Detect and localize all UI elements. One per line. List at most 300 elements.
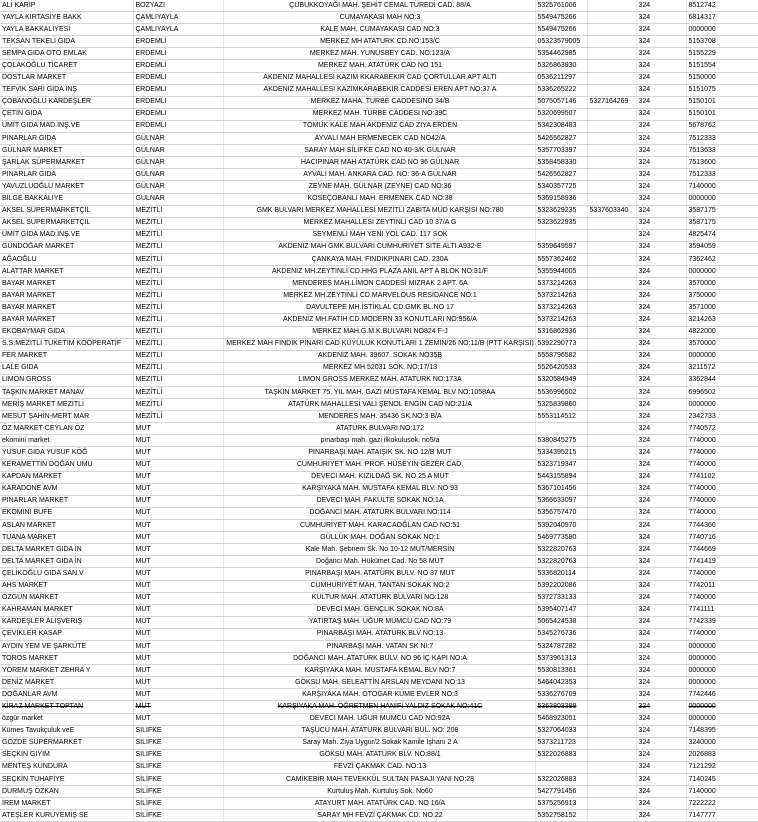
cell-district[interactable]: ERDEMLİ (133, 108, 223, 120)
cell-landline[interactable]: 7740000 (686, 568, 758, 580)
cell-name[interactable]: ASLAN MARKET (0, 520, 133, 532)
cell-district[interactable]: MUT (133, 628, 223, 640)
cell-phone[interactable]: 5342308483 (535, 120, 587, 132)
cell-phone2[interactable] (587, 725, 636, 737)
cell-landline[interactable]: 3362844 (686, 374, 758, 386)
cell-name[interactable]: AKSEL SÜPERMARKETÇİL (0, 205, 133, 217)
cell-landline[interactable]: 7740716 (686, 532, 758, 544)
cell-area-code[interactable]: 324 (636, 60, 686, 72)
cell-name[interactable]: BAYAR MARKET (0, 314, 133, 326)
cell-address[interactable]: GÖKSU MAH. ATATÜRK BLV. NO:88/1 (223, 749, 535, 761)
cell-phone2[interactable] (587, 749, 636, 761)
cell-district[interactable]: MEZİTLİ (133, 411, 223, 423)
cell-district[interactable]: MEZİTLİ (133, 326, 223, 338)
cell-landline[interactable]: 5150101 (686, 108, 758, 120)
cell-phone[interactable]: 5373214263 (535, 314, 587, 326)
cell-area-code[interactable]: 324 (636, 266, 686, 278)
cell-landline[interactable]: 7140000 (686, 786, 758, 798)
cell-name[interactable]: DENİZ MARKET (0, 677, 133, 689)
cell-address[interactable]: TAŞKIN MARKET 75. YIL MAH. GAZİ MUSTAFA KEMAL BLV NO:1058AA (223, 387, 535, 399)
cell-district[interactable]: GÜLNAR (133, 145, 223, 157)
cell-landline[interactable]: 7147777 (686, 810, 758, 822)
cell-address[interactable]: AYVALI MAH ERMENECEK CAD NO42/A (223, 133, 535, 145)
cell-name[interactable]: KARADÖNE AVM (0, 483, 133, 495)
cell-landline[interactable]: 7740000 (686, 483, 758, 495)
cell-name[interactable]: ALİ KARİP (0, 0, 133, 12)
cell-area-code[interactable]: 324 (636, 459, 686, 471)
cell-phone[interactable]: 5322026883 (535, 774, 587, 786)
cell-phone2[interactable]: 5337603340 (587, 205, 636, 217)
cell-district[interactable]: MEZİTLİ (133, 302, 223, 314)
cell-phone[interactable]: 5323719347 (535, 459, 587, 471)
cell-landline[interactable]: 7362462 (686, 253, 758, 265)
cell-address[interactable]: CAMİKEBİR MAH TEVEKKÜL SULTAN PASAJI YANI NO:28 (223, 774, 535, 786)
cell-area-code[interactable]: 324 (636, 12, 686, 24)
cell-name[interactable]: ÖZGÜN MARKET (0, 592, 133, 604)
cell-name[interactable]: TOROS MARKET (0, 653, 133, 665)
cell-landline[interactable]: 4822000 (686, 326, 758, 338)
cell-name[interactable]: ÇETİN GIDA (0, 108, 133, 120)
cell-phone2[interactable] (587, 145, 636, 157)
cell-district[interactable]: MEZİTLİ (133, 229, 223, 241)
cell-phone[interactable] (535, 761, 587, 773)
cell-phone2[interactable] (587, 266, 636, 278)
cell-area-code[interactable]: 324 (636, 471, 686, 483)
cell-phone2[interactable] (587, 713, 636, 725)
cell-name[interactable]: S.S.MEZİTLİ TÜKETİM KOOPERATİF (0, 338, 133, 350)
cell-name[interactable]: ÇEVİKLER KASAP (0, 628, 133, 640)
cell-address[interactable]: KARŞIYAKA MAH. OTOGAR KÜME EVLER NO:3 (223, 689, 535, 701)
cell-phone[interactable]: 5336820114 (535, 568, 587, 580)
cell-phone[interactable]: 5358458330 (535, 157, 587, 169)
cell-address[interactable]: DOĞANCI MAH. ATATÜRK BULVARI NO:114 (223, 507, 535, 519)
cell-name[interactable]: ÇELİKOĞLU GIDA SAN.V (0, 568, 133, 580)
cell-phone[interactable]: 5340357725 (535, 181, 587, 193)
cell-address[interactable]: pınarbaşı mah. gazi ilkokulusok. no5/a (223, 435, 535, 447)
cell-name[interactable]: DOSTLAR MARKET (0, 72, 133, 84)
cell-phone[interactable]: 5336265222 (535, 84, 587, 96)
cell-district[interactable]: BOZYAZI (133, 0, 223, 12)
cell-name[interactable]: BAYAR MARKET (0, 278, 133, 290)
cell-address[interactable]: HACIPINAR MAH ATATÜRK CAD NO 96 GÜLNAR (223, 157, 535, 169)
cell-district[interactable]: MUT (133, 471, 223, 483)
cell-name[interactable]: YAYLA BAKKALİYESİ (0, 24, 133, 36)
cell-address[interactable]: MERKEZ MAH. TÜRBE CADDESİ NO:39C (223, 108, 535, 120)
cell-area-code[interactable]: 324 (636, 133, 686, 145)
cell-address[interactable]: PINARBAŞI MAH. ATATÜRK BLV NO:13 (223, 628, 535, 640)
cell-district[interactable]: MUT (133, 689, 223, 701)
cell-landline[interactable]: 7140245 (686, 774, 758, 786)
cell-phone2[interactable] (587, 278, 636, 290)
cell-phone2[interactable] (587, 761, 636, 773)
cell-address[interactable]: Saray Mah. Ziya Uygur/2 Sokak Kamile İşhanı 2 A (223, 737, 535, 749)
cell-address[interactable]: AKDENİZ MAHALLESİ KAZIM KKARABEKİR CAD ÇORTULLAR APT ALTI (223, 72, 535, 84)
cell-phone[interactable]: 5356757470 (535, 507, 587, 519)
cell-landline[interactable]: 8512742 (686, 0, 758, 12)
cell-district[interactable]: SİLİFKE (133, 761, 223, 773)
cell-landline[interactable]: 7512333 (686, 133, 758, 145)
cell-name[interactable]: YUSUF GIDA YUSUF KÖĞ (0, 447, 133, 459)
cell-area-code[interactable]: 324 (636, 241, 686, 253)
cell-area-code[interactable]: 324 (636, 737, 686, 749)
cell-district[interactable]: MEZİTLİ (133, 253, 223, 265)
cell-address[interactable]: AKDENİZ MH.ZEYTİNLİ CD.HHG PLAZA ANIL APT A BLOK NO:31/F (223, 266, 535, 278)
cell-area-code[interactable]: 324 (636, 205, 686, 217)
cell-area-code[interactable]: 324 (636, 362, 686, 374)
cell-name[interactable]: LALE GIDA (0, 362, 133, 374)
cell-address[interactable]: DOĞANCI MAH. ATATÜRK BULV. NO 96 İÇ KAPI NO:A (223, 653, 535, 665)
cell-district[interactable]: MEZİTLİ (133, 205, 223, 217)
cell-address[interactable]: AYVALI MAH. ANKARA CAD. NO: 36-A GÜLNAR (223, 169, 535, 181)
cell-area-code[interactable]: 324 (636, 483, 686, 495)
cell-area-code[interactable]: 324 (636, 338, 686, 350)
cell-name[interactable]: ÇOLAKOĞLU TİCARET (0, 60, 133, 72)
cell-phone[interactable]: 5363803398 (535, 701, 587, 713)
cell-area-code[interactable]: 324 (636, 677, 686, 689)
cell-address[interactable]: MERKEZ MAH. YUNUSBEY CAD. NO:123/A (223, 48, 535, 60)
cell-phone2[interactable] (587, 108, 636, 120)
cell-phone2[interactable] (587, 604, 636, 616)
cell-phone[interactable]: 5443155894 (535, 471, 587, 483)
cell-name[interactable]: MENTEŞ KUNDURA (0, 761, 133, 773)
cell-landline[interactable]: 0000000 (686, 701, 758, 713)
cell-phone2[interactable] (587, 665, 636, 677)
cell-district[interactable]: ERDEMLİ (133, 48, 223, 60)
cell-address[interactable]: ATATÜRK MAHALLESİ VALİ ŞENOL ENGİN CAD NO:21/A (223, 399, 535, 411)
cell-landline[interactable]: 0000000 (686, 713, 758, 725)
cell-phone2[interactable] (587, 774, 636, 786)
cell-name[interactable]: BİLGE BAKKALİYE (0, 193, 133, 205)
cell-area-code[interactable]: 324 (636, 423, 686, 435)
cell-phone[interactable]: 5320699507 (535, 108, 587, 120)
cell-name[interactable]: SEÇKİN GİYİM (0, 749, 133, 761)
cell-district[interactable]: MUT (133, 544, 223, 556)
cell-name[interactable]: TEFVİK SARI GIDA İNŞ (0, 84, 133, 96)
cell-phone2[interactable] (587, 253, 636, 265)
cell-phone[interactable]: 5469773580 (535, 532, 587, 544)
cell-area-code[interactable]: 324 (636, 507, 686, 519)
cell-phone2[interactable] (587, 169, 636, 181)
cell-district[interactable]: MEZİTLİ (133, 387, 223, 399)
cell-phone[interactable]: 5372733133 (535, 592, 587, 604)
cell-phone2[interactable] (587, 399, 636, 411)
cell-landline[interactable]: 0000000 (686, 24, 758, 36)
cell-address[interactable]: FEVZİ ÇAKMAK CAD. NO:13 (223, 761, 535, 773)
cell-address[interactable]: MERKEZ MAHALLESİ ZEYTİNLİ CAD 10 37/A G (223, 217, 535, 229)
cell-phone2[interactable] (587, 362, 636, 374)
cell-name[interactable]: AĞAOĞLU (0, 253, 133, 265)
cell-district[interactable]: ERDEMLİ (133, 72, 223, 84)
cell-name[interactable]: MESUT ŞAHİN-MERT MAR (0, 411, 133, 423)
cell-area-code[interactable]: 324 (636, 604, 686, 616)
cell-phone[interactable]: 5536996502 (535, 387, 587, 399)
cell-phone[interactable]: 5322820763 (535, 544, 587, 556)
cell-area-code[interactable]: 324 (636, 520, 686, 532)
cell-address[interactable]: ÇUBUKKOYAĞI MAH. ŞEHİT CEMAL TÜREDİ CAD. 88/A (223, 0, 535, 12)
cell-phone2[interactable] (587, 459, 636, 471)
cell-phone[interactable]: 5553114512 (535, 411, 587, 423)
cell-address[interactable]: DEVECİ MAH. UĞUR MUMCU CAD NO:92A (223, 713, 535, 725)
cell-district[interactable]: MUT (133, 592, 223, 604)
cell-landline[interactable]: 0000000 (686, 193, 758, 205)
cell-name[interactable]: YAYLA KIRTASİYE BAKK (0, 12, 133, 24)
cell-district[interactable]: MUT (133, 556, 223, 568)
cell-name[interactable]: AKSEL SÜPERMARKETÇİL (0, 217, 133, 229)
cell-landline[interactable]: 3211572 (686, 362, 758, 374)
cell-phone[interactable]: 5369158936 (535, 193, 587, 205)
cell-area-code[interactable]: 324 (636, 725, 686, 737)
cell-address[interactable]: Doğancı Mah. Hükümet Cad. No 58 MUT (223, 556, 535, 568)
cell-address[interactable]: MERKEZ MAH. ATATÜRK CAD NO 151 (223, 60, 535, 72)
cell-name[interactable]: SEMPA GIDA OTO EMLAK (0, 48, 133, 60)
cell-name[interactable]: FER MARKET (0, 350, 133, 362)
cell-district[interactable]: MEZİTLİ (133, 362, 223, 374)
cell-name[interactable]: DOĞANLAR AVM (0, 689, 133, 701)
cell-area-code[interactable]: 324 (636, 326, 686, 338)
cell-district[interactable]: MUT (133, 459, 223, 471)
cell-district[interactable]: MEZİTLİ (133, 338, 223, 350)
cell-district[interactable]: ERDEMLİ (133, 96, 223, 108)
cell-phone[interactable]: 5323629235 (535, 205, 587, 217)
cell-phone2[interactable] (587, 495, 636, 507)
cell-phone2[interactable] (587, 290, 636, 302)
cell-phone[interactable]: 5320584949 (535, 374, 587, 386)
cell-district[interactable]: MUT (133, 713, 223, 725)
cell-phone2[interactable] (587, 628, 636, 640)
cell-name[interactable]: ŞARLAK SÜPERMARKET (0, 157, 133, 169)
cell-district[interactable]: ERDEMLİ (133, 120, 223, 132)
cell-district[interactable]: MUT (133, 604, 223, 616)
cell-address[interactable]: PINARBAŞI MAH. ATATÜRK BULV. NO 37 MUT (223, 568, 535, 580)
cell-address[interactable]: PINARBAŞI MAH. VATAN SK NI:7 (223, 640, 535, 652)
cell-address[interactable]: TÖMÜK KALE MAH AKDENİZ CAD ZİYA ERDEN (223, 120, 535, 132)
cell-phone[interactable] (535, 423, 587, 435)
cell-phone[interactable]: 5558796582 (535, 350, 587, 362)
cell-landline[interactable]: 7742446 (686, 689, 758, 701)
cell-name[interactable]: BAYAR MARKET (0, 290, 133, 302)
cell-phone[interactable]: 5392290773 (535, 338, 587, 350)
cell-landline[interactable]: 3587175 (686, 217, 758, 229)
cell-address[interactable]: GMK BULVARI MERKEZ MAHALLESİ MEZİTLİ ZABITA MÜD KARŞISI NO:780 (223, 205, 535, 217)
cell-name[interactable]: ATEŞLER KURUYEMİŞ SE (0, 810, 133, 822)
cell-name[interactable]: PINARLAR MARKET (0, 495, 133, 507)
cell-area-code[interactable]: 324 (636, 447, 686, 459)
cell-area-code[interactable]: 324 (636, 314, 686, 326)
cell-district[interactable]: GÜLNAR (133, 181, 223, 193)
cell-phone[interactable]: 5345276736 (535, 628, 587, 640)
cell-landline[interactable]: 0000000 (686, 399, 758, 411)
cell-district[interactable]: MUT (133, 532, 223, 544)
cell-phone2[interactable] (587, 810, 636, 822)
cell-area-code[interactable]: 324 (636, 387, 686, 399)
cell-district[interactable]: MUT (133, 640, 223, 652)
cell-area-code[interactable]: 324 (636, 181, 686, 193)
cell-area-code[interactable]: 324 (636, 193, 686, 205)
cell-address[interactable]: KÖSEÇOBANLI MAH. ERMENEK CAD NO:38 (223, 193, 535, 205)
cell-name[interactable]: TAŞKIN MARKET MANAV (0, 387, 133, 399)
cell-name[interactable]: ÖZ MARKET-CEYLAN ÖZ (0, 423, 133, 435)
cell-address[interactable]: KARŞIYAKA MAH. MUSTAFA KEMAL BLV. NO 93 (223, 483, 535, 495)
cell-area-code[interactable]: 324 (636, 411, 686, 423)
cell-address[interactable]: MERKEZ MH ATATURK CD.NO:153/C (223, 36, 535, 48)
cell-address[interactable]: DEVECİ MAH. FAKÜLTE SOKAK NO:1A (223, 495, 535, 507)
cell-phone2[interactable] (587, 532, 636, 544)
cell-name[interactable]: EKOMİNİ BÜFE (0, 507, 133, 519)
cell-phone2[interactable] (587, 677, 636, 689)
cell-name[interactable]: GÜLNAR MARKET (0, 145, 133, 157)
cell-phone[interactable]: 5530813361 (535, 665, 587, 677)
cell-area-code[interactable]: 324 (636, 0, 686, 12)
cell-phone[interactable]: 5325761006 (535, 0, 587, 12)
cell-address[interactable]: AKDENİZ MAHALLESİ KAZIMKARABEKİR CADDESİ EREN APT NO:37 A (223, 84, 535, 96)
cell-phone2[interactable] (587, 507, 636, 519)
cell-address[interactable]: DAVULTEPE MH.İSTİKLAL CD.GMK BL.NO 17 (223, 302, 535, 314)
cell-name[interactable]: SEÇKİN TUHAFİYE (0, 774, 133, 786)
cell-area-code[interactable]: 324 (636, 653, 686, 665)
cell-district[interactable]: SİLİFKE (133, 774, 223, 786)
cell-district[interactable]: MUT (133, 677, 223, 689)
cell-address[interactable]: CUMHURİYET MAH. KARACAOĞLAN CAD NO:51 (223, 520, 535, 532)
cell-district[interactable]: SİLİFKE (133, 810, 223, 822)
cell-phone[interactable]: 5373961313 (535, 653, 587, 665)
cell-phone[interactable]: 5327064033 (535, 725, 587, 737)
cell-landline[interactable]: 0000000 (686, 665, 758, 677)
cell-address[interactable]: TAŞUCU MAH. ATATÜRK BULVARI BUL. NO: 208 (223, 725, 535, 737)
cell-address[interactable]: AKDENİZ MAH. 39607. SOKAK NO35B (223, 350, 535, 362)
cell-area-code[interactable]: 324 (636, 96, 686, 108)
cell-area-code[interactable]: 324 (636, 592, 686, 604)
cell-phone[interactable]: 5392040970 (535, 520, 587, 532)
cell-district[interactable]: SİLİFKE (133, 749, 223, 761)
cell-landline[interactable]: 7513600 (686, 157, 758, 169)
cell-district[interactable]: MUT (133, 520, 223, 532)
cell-address[interactable]: LİMON GROSS MERKEZ MAH. ATATÜRK NO:173A (223, 374, 535, 386)
cell-district[interactable]: MUT (133, 653, 223, 665)
cell-district[interactable]: GÜLNAR (133, 133, 223, 145)
cell-district[interactable]: GÜLNAR (133, 193, 223, 205)
cell-landline[interactable]: 7740572 (686, 423, 758, 435)
cell-address[interactable]: ATAYURT MAH. ATATÜRK CAD. NO 16/A (223, 798, 535, 810)
cell-phone2[interactable]: 5327164269 (587, 96, 636, 108)
cell-district[interactable]: MEZİTLİ (133, 278, 223, 290)
cell-landline[interactable]: 5150101 (686, 96, 758, 108)
cell-name[interactable]: GÜNDOĞAR MARKET (0, 241, 133, 253)
cell-address[interactable]: KARŞIYAKA MAH. ÖĞRETMEN HANİFİ YALDIZ SOKAK NO:41C (223, 701, 535, 713)
cell-address[interactable]: CUMAYAKASI MAH NO:3 (223, 12, 535, 24)
cell-name[interactable]: TEKSAN TEKELİ GIDA (0, 36, 133, 48)
cell-phone2[interactable] (587, 84, 636, 96)
cell-area-code[interactable]: 324 (636, 120, 686, 132)
cell-address[interactable]: ZEYNE MAH. GÜLNAR (ZEYNE) CAD NO:36 (223, 181, 535, 193)
cell-address[interactable]: ATATÜRK BULVARI NO:172 (223, 423, 535, 435)
cell-phone[interactable]: 5367101456 (535, 483, 587, 495)
cell-landline[interactable]: 7140000 (686, 181, 758, 193)
cell-phone2[interactable] (587, 133, 636, 145)
cell-name[interactable]: ÇOBANOĞLU KARDEŞLER (0, 96, 133, 108)
cell-phone2[interactable] (587, 616, 636, 628)
cell-area-code[interactable]: 324 (636, 568, 686, 580)
cell-area-code[interactable]: 324 (636, 640, 686, 652)
cell-phone2[interactable] (587, 520, 636, 532)
cell-district[interactable]: MEZİTLİ (133, 314, 223, 326)
cell-name[interactable]: ÜMİT GIDA MAD.İNŞ.VE (0, 229, 133, 241)
cell-landline[interactable]: 7512333 (686, 169, 758, 181)
cell-phone2[interactable] (587, 0, 636, 12)
cell-phone[interactable]: 5355944005 (535, 266, 587, 278)
cell-area-code[interactable]: 324 (636, 84, 686, 96)
cell-address[interactable]: ÇANKAYA MAH. FINDIKPINARI CAD. 230A (223, 253, 535, 265)
cell-name[interactable]: ekomini market (0, 435, 133, 447)
cell-phone2[interactable] (587, 544, 636, 556)
cell-landline[interactable]: 0000000 (686, 350, 758, 362)
cell-address[interactable]: AKDENİZ MH.FATİH CD.MODERN 33 KONUTLARI NO:956/A (223, 314, 535, 326)
cell-address[interactable]: SARAY MH FEVZİ ÇAKMAK CD. NO.22 (223, 810, 535, 822)
cell-district[interactable]: MUT (133, 483, 223, 495)
cell-landline[interactable]: 7222222 (686, 798, 758, 810)
cell-landline[interactable]: 3571000 (686, 302, 758, 314)
cell-landline[interactable]: 7513633 (686, 145, 758, 157)
cell-phone[interactable]: 5334395215 (535, 447, 587, 459)
cell-landline[interactable]: 3594059 (686, 241, 758, 253)
cell-district[interactable]: MEZİTLİ (133, 217, 223, 229)
cell-address[interactable]: MERKEZ MH.ZEYTİNLİ CD.MARVELOUS RESİDANCE NO:1 (223, 290, 535, 302)
cell-landline[interactable]: 5150000 (686, 72, 758, 84)
cell-address[interactable]: MENDERES MAH. 35436 SK.NO:3 B/A (223, 411, 535, 423)
cell-phone2[interactable] (587, 701, 636, 713)
cell-phone2[interactable] (587, 387, 636, 399)
cell-phone[interactable]: 5324787282 (535, 640, 587, 652)
cell-name[interactable]: PINARLAR GIDA (0, 169, 133, 181)
cell-phone2[interactable] (587, 689, 636, 701)
cell-landline[interactable]: 4825474 (686, 229, 758, 241)
cell-phone[interactable]: 5316862936 (535, 326, 587, 338)
cell-phone[interactable] (535, 229, 587, 241)
cell-phone[interactable]: 5392202086 (535, 580, 587, 592)
cell-phone2[interactable] (587, 435, 636, 447)
cell-district[interactable]: ERDEMLİ (133, 36, 223, 48)
cell-name[interactable]: TUANA MARKET (0, 532, 133, 544)
cell-district[interactable]: GÜLNAR (133, 157, 223, 169)
cell-landline[interactable]: 7741419 (686, 556, 758, 568)
cell-landline[interactable]: 7121292 (686, 761, 758, 773)
cell-phone2[interactable] (587, 374, 636, 386)
cell-phone[interactable]: 5464042353 (535, 677, 587, 689)
cell-area-code[interactable]: 324 (636, 36, 686, 48)
cell-phone[interactable]: 5065424538 (535, 616, 587, 628)
cell-district[interactable]: MUT (133, 701, 223, 713)
cell-phone2[interactable] (587, 12, 636, 24)
cell-area-code[interactable]: 324 (636, 374, 686, 386)
cell-name[interactable]: KİRAZ MARKET TOPTAN (0, 701, 133, 713)
cell-name[interactable]: YAVUZLUOĞLU MARKET (0, 181, 133, 193)
cell-area-code[interactable]: 324 (636, 701, 686, 713)
cell-phone[interactable]: 5322820763 (535, 556, 587, 568)
cell-landline[interactable]: 7744360 (686, 520, 758, 532)
cell-district[interactable]: MEZİTLİ (133, 374, 223, 386)
cell-phone2[interactable] (587, 36, 636, 48)
cell-district[interactable]: MEZİTLİ (133, 399, 223, 411)
cell-landline[interactable]: 7740000 (686, 628, 758, 640)
cell-address[interactable]: PINARBAŞI MAH. ATAIŞIK SK. NO 12/B MUT (223, 447, 535, 459)
cell-phone[interactable]: 5325839860 (535, 399, 587, 411)
cell-phone[interactable]: 05323579005 (535, 36, 587, 48)
cell-phone2[interactable] (587, 568, 636, 580)
cell-phone[interactable]: 5336276709 (535, 689, 587, 701)
cell-district[interactable]: MEZİTLİ (133, 350, 223, 362)
cell-address[interactable]: SEYMENLİ MAH YENİ YOL CAD. 117 SOK (223, 229, 535, 241)
cell-name[interactable]: LİMON GROSS (0, 374, 133, 386)
cell-district[interactable]: MUT (133, 580, 223, 592)
